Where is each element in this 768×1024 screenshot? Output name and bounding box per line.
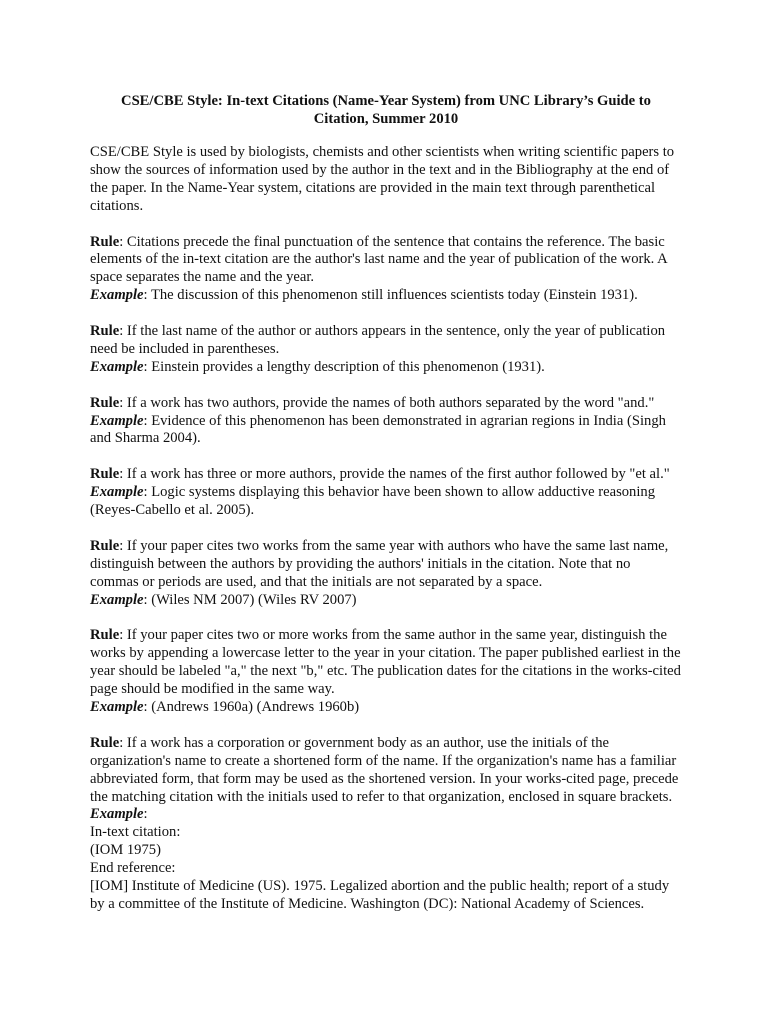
example-line (90, 699, 682, 717)
label-separator: : (119, 734, 127, 751)
rule-text: If a work has three or more authors, provide the names of the first author followed by "et al." (126, 466, 670, 483)
rule-block-6 (90, 627, 682, 717)
example-text: The discussion of this phenomenon still influences scientists today (Einstein 1931). (150, 287, 638, 304)
example-label: Example (90, 806, 144, 823)
label-separator: : (143, 287, 151, 304)
rule-block-3 (90, 395, 682, 449)
example-line (90, 592, 682, 610)
rule-text: If your paper cites two works from the same year with authors who have the same last name, distinguish between the authors by providing the authors' initials in the citation. Note that no commas or periods are used, and that the initials are not separated by a space. (90, 537, 669, 590)
rule-label: Rule (90, 466, 120, 483)
rule-label: Rule (90, 233, 120, 250)
rule-label: Rule (90, 537, 120, 554)
example-detail-line: In-text citation: (90, 824, 181, 841)
example-text: Evidence of this phenomenon has been demonstrated in agrarian regions in India (Singh and Sharma 2004). (90, 412, 666, 447)
example-label: Example (90, 591, 144, 608)
example-label: Example (90, 484, 144, 501)
rule-text: If your paper cites two or more works from the same author in the same year, distinguish the works by appending a lowercase letter to the year in your citation. The paper published earliest in the year should be labeled "a," the next "b," etc. The publication dates for the citations in the works-cited page should be modified in the same way. (90, 627, 681, 698)
example-detail-line: (IOM 1975) (90, 842, 161, 859)
label-separator: : (143, 591, 152, 608)
label-separator: : (143, 358, 152, 375)
rule-line (90, 538, 668, 590)
rule-block-5 (90, 538, 682, 610)
rule-text: If a work has a corporation or government body as an author, use the initials of the organization's name to create a shortened form of the name. If the organization's name has a familiar abbreviated form, that form may be used as the shortened version. In your works-cited page, precede the matching citation with the initials used to refer to that organization, enclosed in square brackets. (90, 734, 679, 805)
example-text: Einstein provides a lengthy description of this phenomenon (1931). (151, 358, 545, 375)
rule-label: Rule (90, 734, 120, 751)
rule-line (90, 234, 667, 286)
rule-text: If a work has two authors, provide the names of both authors separated by the word "and." (126, 394, 655, 411)
rule-label: Rule (90, 627, 120, 644)
intro-paragraph: CSE/CBE Style is used by biologists, chemists and other scientists when writing scientific papers to show the sources of information used by the author in the text and in the Bibliography at the end of the paper. In the Name-Year system, citations are provided in the main text through parenthetical citations. (90, 144, 675, 214)
rule-label: Rule (90, 394, 120, 411)
example-label: Example (90, 358, 144, 375)
document-page (90, 92, 682, 932)
rule-text: If the last name of the author or authors appears in the sentence, only the year of publication need be included in parentheses. (90, 323, 666, 357)
label-separator: : (119, 233, 127, 250)
example-text: (Andrews 1960a) (Andrews 1960b) (151, 699, 360, 715)
label-separator: : (143, 699, 152, 715)
rule-block-2 (90, 323, 682, 377)
rule-block-4 (90, 466, 682, 520)
end-reference-text: [IOM] Institute of Medicine (US). 1975. Legalized abortion and the public health; report of a study by a committee of the Institute of Medicine. Washington (DC): National Academy of Sciences. (90, 878, 670, 912)
document-title: CSE/CBE Style: In-text Citations (Name-Year System) from UNC Library’s Guide to Citation, Summer 2010 (121, 93, 651, 127)
example-text: Logic systems displaying this behavior have been shown to allow adductive reasoning (Reyes-Cabello et al. 2005). (90, 484, 656, 519)
rule-text: Citations precede the final punctuation of the sentence that contains the reference. The basic elements of the in-text citation are the author's last name and the year of publication of the work. A space separates the name and the year. (90, 233, 667, 286)
label-colon: : (143, 806, 148, 823)
label-separator: : (119, 323, 127, 340)
label-separator: : (143, 412, 152, 429)
rule-line (90, 323, 665, 357)
label-separator: : (119, 394, 127, 411)
label-separator: : (143, 484, 152, 501)
label-separator: : (119, 627, 127, 644)
example-line (90, 359, 682, 377)
rule-block-7 (90, 735, 682, 914)
example-label: Example (90, 699, 144, 715)
example-line (90, 413, 682, 449)
example-line (90, 806, 682, 824)
label-separator: : (119, 466, 127, 483)
example-line (90, 287, 682, 305)
rule-block-1 (90, 234, 682, 306)
example-label: Example (90, 412, 144, 429)
rule-line (90, 735, 678, 805)
example-line (90, 484, 682, 520)
example-label: Example (90, 287, 144, 304)
example-detail-line: End reference: (90, 860, 176, 877)
label-separator: : (119, 537, 127, 554)
rule-line (90, 466, 670, 482)
rule-label: Rule (90, 323, 120, 340)
rule-line (90, 627, 681, 697)
rule-line (90, 395, 654, 411)
example-text: (Wiles NM 2007) (Wiles RV 2007) (151, 591, 357, 608)
